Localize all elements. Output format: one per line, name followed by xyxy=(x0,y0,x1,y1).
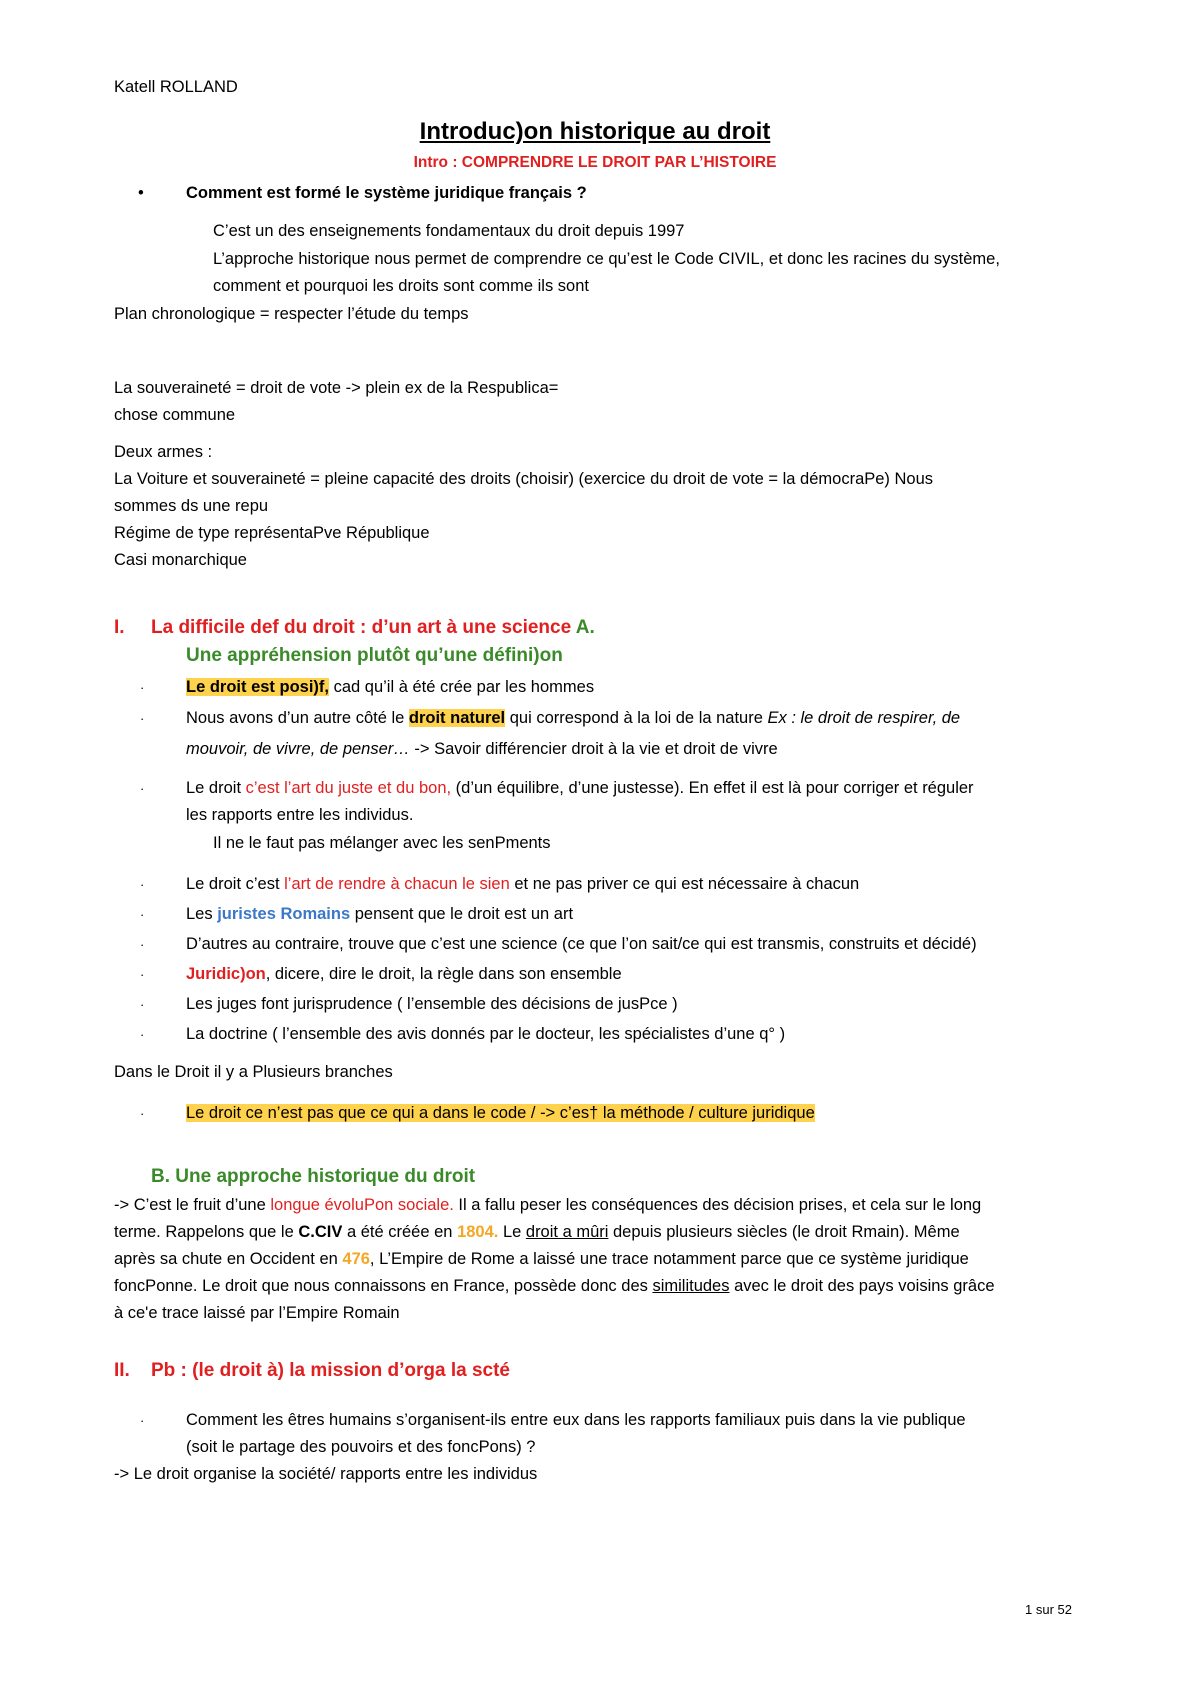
bullet-marker: · xyxy=(140,680,145,695)
paragraph-line xyxy=(114,1277,995,1296)
underlined-text: droit a mûri xyxy=(525,1223,609,1241)
item-text: a été créée en xyxy=(342,1223,458,1241)
blue-text: juristes Romains xyxy=(217,905,351,923)
item-text: Il a fallu peser les conséquences des décision prises, et cela sur le long xyxy=(453,1196,982,1214)
bullet-marker: · xyxy=(140,967,145,982)
bullet-marker: • xyxy=(138,184,144,202)
item-text: , L’Empire de Rome a laissé une trace notamment parce que ce système juridique xyxy=(369,1250,969,1268)
section-1-number: I. xyxy=(114,617,125,638)
conclusion-line: -> Le droit organise la société/ rapports entre les individus xyxy=(114,1465,538,1483)
item-text: après sa chute en Occident en xyxy=(114,1250,343,1268)
highlight-text: droit naturel xyxy=(408,709,506,727)
item-text: pensent que le droit est un art xyxy=(350,905,574,923)
intro-line: comment et pourquoi les droits sont comme ils sont xyxy=(213,277,589,295)
red-text: c’est l’art du juste et du bon, xyxy=(245,779,452,797)
item-text: et ne pas priver ce qui est nécessaire à chacun xyxy=(509,875,860,893)
armes-line: La Voiture et souveraineté = pleine capacité des droits (choisir) (exercice du droit de vote = la démocraPe) Nous xyxy=(114,470,934,488)
item-text: qui correspond à la loi de la nature xyxy=(505,709,768,727)
section-1-title: La difficile def du droit : d’un art à une science xyxy=(151,617,572,638)
list-item xyxy=(186,678,594,697)
section-1-heading xyxy=(151,617,595,639)
bullet-marker: · xyxy=(140,1027,145,1042)
underlined-text: similitudes xyxy=(652,1277,730,1295)
page-number: 1 sur 52 xyxy=(1025,1602,1072,1617)
subsection-a-letter: A. xyxy=(575,617,595,638)
branches-line: Dans le Droit il y a Plusieurs branches xyxy=(114,1063,393,1081)
list-item xyxy=(186,779,974,798)
bullet-marker: · xyxy=(140,877,145,892)
paragraph-line xyxy=(114,1196,981,1215)
list-item: Comment les êtres humains s’organisent-ils entre eux dans les rapports familiaux puis dans la vie publique xyxy=(186,1411,966,1429)
list-item-continuation: (soit le partage des pouvoirs et des foncPons) ? xyxy=(186,1438,536,1456)
subsection-a-title: Une appréhension plutôt qu’une défini)on xyxy=(186,645,563,666)
bullet-marker: · xyxy=(140,997,145,1012)
list-item xyxy=(186,965,622,984)
list-item-continuation: Il ne le faut pas mélanger avec les senPments xyxy=(213,834,551,852)
item-text: Le droit xyxy=(186,779,246,797)
item-text: Les xyxy=(186,905,218,923)
item-text: Le droit c’est xyxy=(186,875,285,893)
list-item xyxy=(186,709,960,728)
bullet-marker: · xyxy=(140,1106,145,1121)
paragraph-line xyxy=(114,1250,969,1269)
plan-line: Plan chronologique = respecter l’étude du temps xyxy=(114,305,469,323)
subsection-b-title: B. Une approche historique du droit xyxy=(151,1166,476,1187)
list-item: D’autres au contraire, trouve que c’est une science (ce que l’on sait/ce qui est transmis, construits et décidé) xyxy=(186,935,977,953)
item-text: depuis plusieurs siècles (le droit Rmain). Même xyxy=(608,1223,960,1241)
list-item-continuation xyxy=(186,740,778,759)
example-text: Ex : le droit de respirer, de xyxy=(767,709,961,727)
document-title: Introduc)on historique au droit xyxy=(419,118,771,145)
item-text: , dicere, dire le droit, la règle dans son ensemble xyxy=(265,965,622,983)
bold-text: C.CIV xyxy=(298,1223,343,1241)
item-text: cad qu’il à été crée par les hommes xyxy=(329,678,595,696)
author-name: Katell ROLLAND xyxy=(114,78,238,96)
souverainete-line: chose commune xyxy=(114,406,236,424)
list-item: La doctrine ( l’ensemble des avis donnés par le docteur, les spécialistes d’une q° ) xyxy=(186,1025,786,1043)
armes-line: sommes ds une repu xyxy=(114,497,269,515)
armes-heading: Deux armes : xyxy=(114,443,213,461)
item-text: (d’un équilibre, d’une justesse). En effet il est là pour corriger et réguler xyxy=(451,779,974,797)
list-item xyxy=(186,1104,815,1123)
item-text: Le xyxy=(498,1223,526,1241)
item-text: -> C’est le fruit d’une xyxy=(114,1196,271,1214)
paragraph-line: à ce'e trace laissé par l’Empire Romain xyxy=(114,1304,400,1322)
highlight-text: Le droit est posi)f, xyxy=(186,678,330,696)
orange-date: 476 xyxy=(342,1250,370,1268)
bullet-marker: · xyxy=(140,937,145,952)
list-item xyxy=(186,875,859,894)
red-text: longue évoluPon sociale. xyxy=(270,1196,454,1214)
list-item-continuation: les rapports entre les individus. xyxy=(186,806,414,824)
intro-line: L’approche historique nous permet de comprendre ce qu’est le Code CIVIL, et donc les racines du système, xyxy=(213,250,1000,268)
item-text: avec le droit des pays voisins grâce xyxy=(729,1277,995,1295)
intro-line: C’est un des enseignements fondamentaux du droit depuis 1997 xyxy=(213,222,685,240)
casi-line: Casi monarchique xyxy=(114,551,247,569)
bullet-marker: · xyxy=(140,711,145,726)
intro-question: Comment est formé le système juridique français ? xyxy=(186,184,587,202)
example-text: mouvoir, de vivre, de penser… xyxy=(186,740,410,758)
intro-subtitle: Intro : COMPRENDRE LE DROIT PAR L’HISTOIRE xyxy=(413,154,777,171)
item-text: foncPonne. Le droit que nous connaissons en France, possède donc des xyxy=(114,1277,653,1295)
section-2-title: Pb : (le droit à) la mission d’orga la scté xyxy=(151,1360,510,1381)
list-item: Les juges font jurisprudence ( l’ensemble des décisions de jusPce ) xyxy=(186,995,678,1013)
item-text: -> Savoir différencier droit à la vie et droit de vivre xyxy=(409,740,778,758)
paragraph-line xyxy=(114,1223,960,1242)
red-text: Juridic)on xyxy=(186,965,266,983)
regime-line: Régime de type représentaPve République xyxy=(114,524,430,542)
bullet-marker: · xyxy=(140,781,145,796)
item-text: Nous avons d’un autre côté le xyxy=(186,709,409,727)
list-item xyxy=(186,905,573,924)
section-2-number: II. xyxy=(114,1360,130,1381)
red-text: l’art de rendre à chacun le sien xyxy=(284,875,510,893)
item-text: terme. Rappelons que le xyxy=(114,1223,299,1241)
bullet-marker: · xyxy=(140,1413,145,1428)
orange-date: 1804. xyxy=(457,1223,499,1241)
souverainete-line: La souveraineté = droit de vote -> plein ex de la Respublica= xyxy=(114,379,559,397)
highlight-text: Le droit ce n’est pas que ce qui a dans le code / -> c’es† la méthode / culture juridique xyxy=(186,1104,815,1122)
bullet-marker: · xyxy=(140,907,145,922)
